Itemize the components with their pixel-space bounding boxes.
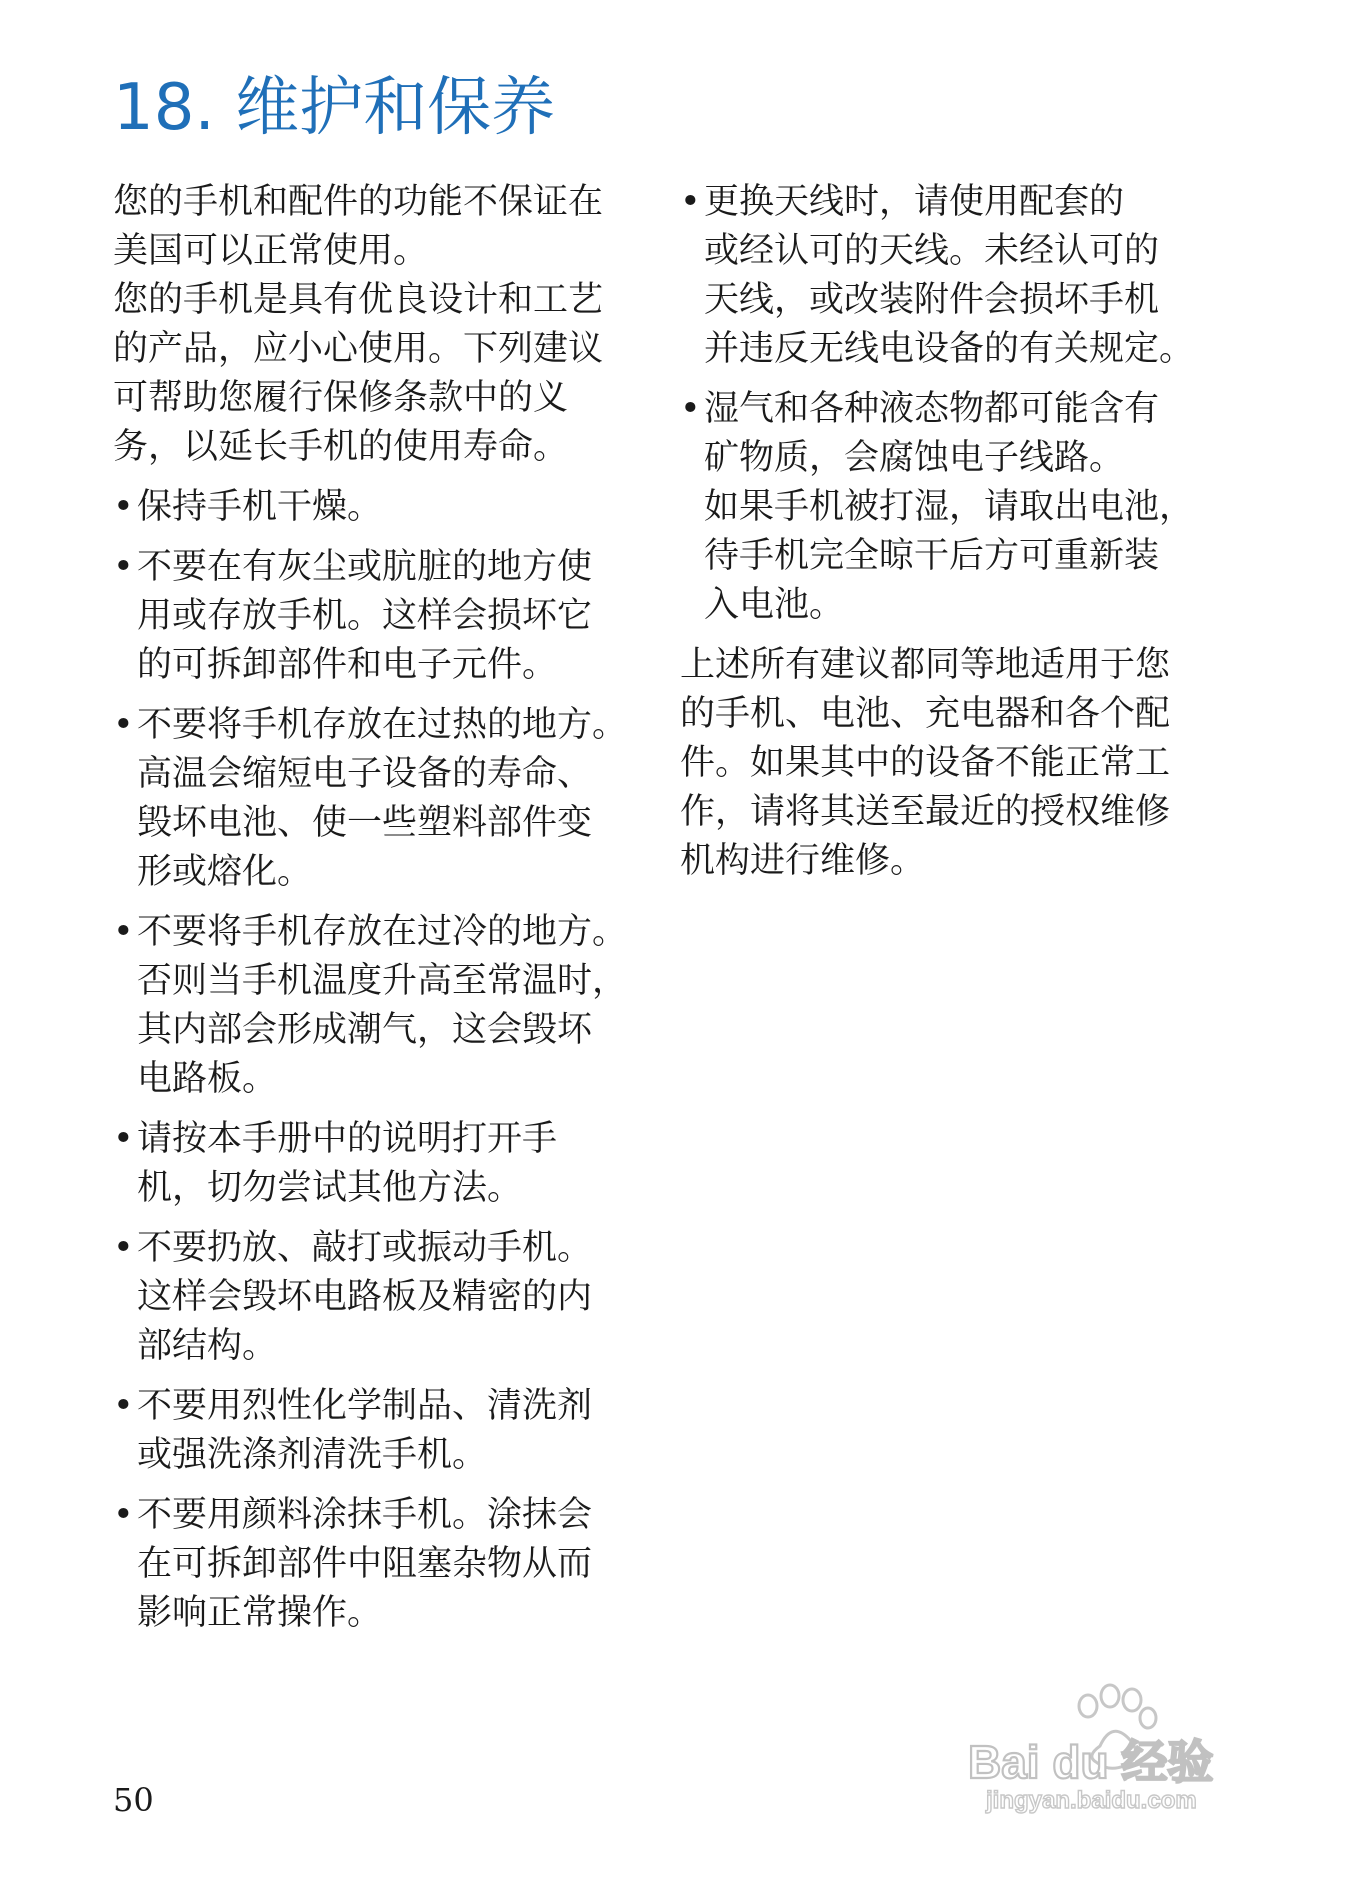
page-number: 50 [113, 1781, 154, 1819]
text-line: 请按本手册中的说明打开手 [137, 1119, 558, 1159]
text-line: 保持手机干燥。 [137, 487, 383, 527]
text-line: 或经认可的天线。未经认可的 [704, 231, 1160, 271]
text-line: 电路板。 [137, 1059, 278, 1099]
text-line: 的产品，应小心使用。下列建议 [113, 329, 604, 369]
intro-paragraph [113, 178, 633, 276]
bullet-item [113, 1115, 633, 1213]
text-line: 或强洗涤剂清洗手机。 [137, 1435, 488, 1475]
bullet-marker: • [113, 487, 134, 527]
text-line: 影响正常操作。 [137, 1593, 383, 1633]
text-line: 不要扔放、敲打或振动手机。 [137, 1228, 593, 1268]
text-line: 矿物质，会腐蚀电子线路。 [704, 438, 1125, 478]
text-line: 机，切勿尝试其他方法。 [137, 1168, 523, 1208]
text-line: 不要用烈性化学制品、清洗剂 [137, 1386, 593, 1426]
text-line: 部结构。 [137, 1326, 278, 1366]
text-line: 不要用颜料涂抹手机。涂抹会 [137, 1495, 593, 1535]
bullet-marker: • [680, 182, 701, 222]
page-title: 18. 维护和保养 [113, 71, 556, 145]
right-column [680, 178, 1200, 886]
text-line: 务，以延长手机的使用寿命。 [113, 427, 569, 467]
text-line: 如果手机被打湿，请取出电池， [704, 487, 1195, 527]
watermark-url: jingyan.baidu.com [986, 1787, 1197, 1814]
bullet-marker: • [113, 1495, 134, 1535]
bullet-item [680, 385, 1200, 630]
text-line: 不要将手机存放在过热的地方。 [137, 705, 628, 745]
text-line: 高温会缩短电子设备的寿命、 [137, 754, 593, 794]
text-line: 的手机、电池、充电器和各个配 [680, 694, 1171, 734]
text-line: 并违反无线电设备的有关规定。 [704, 329, 1195, 369]
text-line: 入电池。 [704, 585, 845, 625]
text-line: 您的手机是具有优良设计和工艺 [113, 280, 604, 320]
text-line: 作，请将其送至最近的授权维修 [680, 792, 1171, 832]
text-line: 这样会毁坏电路板及精密的内 [137, 1277, 593, 1317]
text-line: 形或熔化。 [137, 852, 313, 892]
bullet-item [113, 701, 633, 897]
bullet-item [113, 1382, 633, 1480]
bullet-marker: • [113, 1119, 134, 1159]
bullet-marker: • [113, 1386, 134, 1426]
text-line: 在可拆卸部件中阻塞杂物从而 [137, 1544, 593, 1584]
bullet-item [113, 1491, 633, 1638]
bullet-marker: • [113, 705, 134, 745]
text-line: 上述所有建议都同等地适用于您 [680, 645, 1171, 685]
bullet-item [113, 483, 633, 532]
text-line: 您的手机和配件的功能不保证在 [113, 182, 604, 222]
text-line: 其内部会形成潮气，这会毁坏 [137, 1010, 593, 1050]
bullet-item [680, 178, 1200, 374]
bullet-marker: • [680, 389, 701, 429]
bullet-marker: • [113, 912, 134, 952]
text-line: 件。如果其中的设备不能正常工 [680, 743, 1171, 783]
text-line: 湿气和各种液态物都可能含有 [704, 389, 1160, 429]
bullet-item [113, 1224, 633, 1371]
text-line: 的可拆卸部件和电子元件。 [137, 645, 558, 685]
text-line: 天线，或改装附件会损坏手机 [704, 280, 1160, 320]
bullet-item [113, 908, 633, 1104]
watermark-brand: Bai du 经验 [968, 1736, 1214, 1788]
closing-paragraph [680, 641, 1200, 886]
text-line: 更换天线时，请使用配套的 [704, 182, 1125, 222]
bullet-marker: • [113, 1228, 134, 1268]
bullet-item [113, 543, 633, 690]
bullet-marker: • [113, 547, 134, 587]
baidu-jingyan-watermark [950, 1676, 1270, 1816]
text-line: 否则当手机温度升高至常温时， [137, 961, 628, 1001]
text-line: 可帮助您履行保修条款中的义 [113, 378, 569, 418]
text-line: 不要将手机存放在过冷的地方。 [137, 912, 628, 952]
text-line: 美国可以正常使用。 [113, 231, 429, 271]
left-column [113, 178, 633, 1649]
text-line: 机构进行维修。 [680, 841, 926, 881]
text-line: 待手机完全晾干后方可重新装 [704, 536, 1160, 576]
text-line: 不要在有灰尘或肮脏的地方使 [137, 547, 593, 587]
text-line: 用或存放手机。这样会损坏它 [137, 596, 593, 636]
intro-paragraph [113, 276, 633, 472]
text-line: 毁坏电池、使一些塑料部件变 [137, 803, 593, 843]
